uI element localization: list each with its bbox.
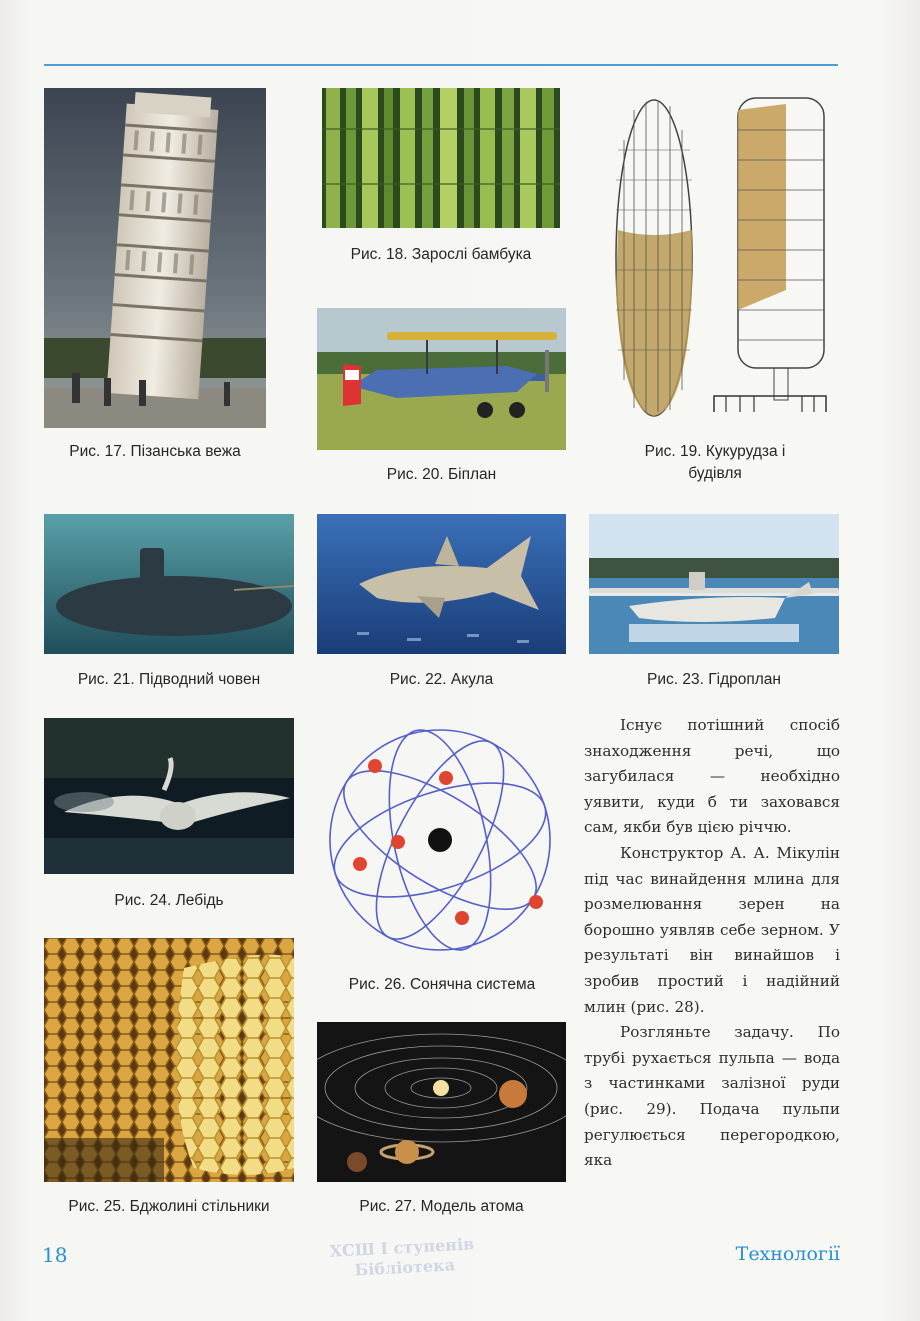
- figure-caption-26: Рис. 26. Сонячна система: [348, 976, 536, 993]
- top-rule: [44, 64, 838, 66]
- honeycomb-photo: [44, 938, 294, 1182]
- figure-caption-27: Рис. 27. Модель атома: [359, 1198, 524, 1215]
- stamp-line-1: ХСШ І ступенів: [329, 1234, 475, 1261]
- bamboo-photo: [322, 88, 560, 228]
- shark-photo: [317, 514, 566, 654]
- paragraph-3: Розгляньте задачу. По трубі рухається пульпа — вода з частинками залізної руди (рис. 29). Подача пульпи регулюється перегородкою, яка: [584, 1023, 840, 1170]
- figure-caption-21: Рис. 21. Підводний човен: [77, 671, 261, 688]
- submarine-photo: [44, 514, 294, 654]
- library-stamp: [329, 1234, 476, 1282]
- leaning-tower-photo: [44, 88, 266, 428]
- solar-system-image: [317, 1022, 566, 1182]
- page-number: 18: [42, 1243, 68, 1267]
- figure-caption-22: Рис. 22. Акула: [389, 671, 494, 688]
- body-text: [584, 713, 840, 1174]
- figure-caption-23: Рис. 23. Гідроплан: [647, 671, 781, 688]
- stamp-line-2: Бібліотека: [354, 1255, 456, 1280]
- figure-caption-18: Рис. 18. Зарослі бамбука: [350, 246, 532, 263]
- running-title: Технології: [735, 1243, 840, 1265]
- figure-caption-25: Рис. 25. Бджолині стільники: [68, 1198, 270, 1215]
- paragraph-1: Існує потішний спосіб знаходження речі, що загубилася — необхідно уявити, куди б ти заховався сам, якби був цією річчю.: [584, 716, 840, 837]
- figure-caption-17: Рис. 17. Пізанська вежа: [69, 443, 241, 460]
- swan-photo: [44, 718, 294, 874]
- figure-caption-19: Рис. 19. Кукурудза і будівля: [644, 443, 786, 482]
- paragraph-2: Конструктор А. А. Мікулін під час винайдення млина для розмелювання зерен на борошно уявляв себе зерном. У результаті він винайшов і зробив простий і надійний млин (рис. 28).: [584, 843, 840, 1016]
- atom-model-diagram: [322, 724, 558, 960]
- figure-caption-20: Рис. 20. Біплан: [386, 466, 497, 483]
- figure-caption-24: Рис. 24. Лебідь: [114, 892, 224, 909]
- biplane-photo: [317, 308, 566, 450]
- seaplane-photo: [589, 514, 839, 654]
- corn-building-illustration: [606, 90, 832, 420]
